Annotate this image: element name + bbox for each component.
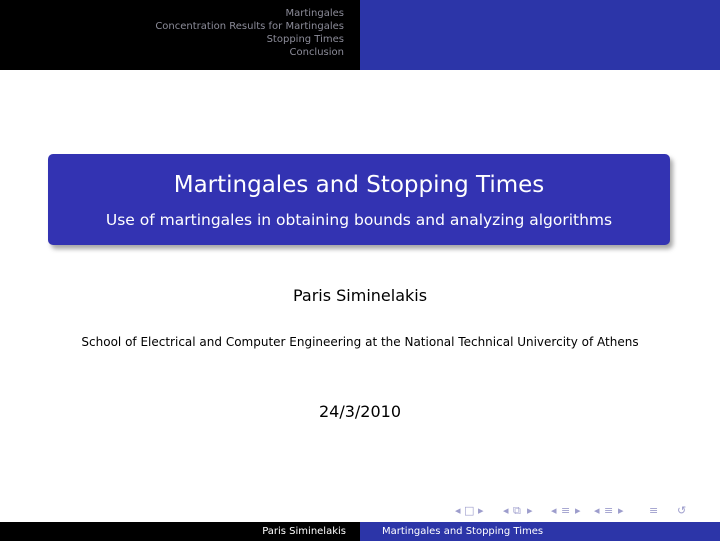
navigation-symbols <box>0 502 720 522</box>
section-link-stopping-times[interactable]: Stopping Times <box>266 34 344 45</box>
arrow-left-icon[interactable]: ◂ <box>594 504 600 517</box>
author-name: Paris Siminelakis <box>292 286 428 305</box>
section-link-martingales[interactable]: Martingales <box>285 8 344 19</box>
arrow-right-icon[interactable]: ▸ <box>478 504 484 517</box>
subsection-icon[interactable]: ⧉ <box>513 504 521 517</box>
footline-bar <box>0 522 720 541</box>
title-block <box>48 154 670 245</box>
footline-title: Martingales and Stopping Times <box>360 522 720 541</box>
section-icon[interactable]: ≡ <box>561 504 571 517</box>
arrow-right-icon[interactable]: ▸ <box>527 504 533 517</box>
section-link-conclusion[interactable]: Conclusion <box>289 47 344 58</box>
section-link-concentration-results[interactable]: Concentration Results for Martingales <box>155 21 344 32</box>
presentation-subtitle: Use of martingales in obtaining bounds and analyzing algorithms <box>105 211 613 229</box>
arrow-left-icon[interactable]: ◂ <box>503 504 509 517</box>
headline-bar <box>0 0 720 70</box>
frame-icon[interactable]: □ <box>464 504 475 517</box>
headline-blue-panel <box>360 0 720 70</box>
footline-author: Paris Siminelakis <box>0 522 360 541</box>
arrow-left-icon[interactable]: ◂ <box>455 504 461 517</box>
institute: School of Electrical and Computer Engineering at the National Technical Univercity of Athens <box>81 335 639 349</box>
align-icon[interactable]: ≡ <box>649 504 659 517</box>
arrow-right-icon[interactable]: ▸ <box>575 504 581 517</box>
section-navigation <box>0 0 360 70</box>
arrow-right-icon[interactable]: ▸ <box>618 504 624 517</box>
presentation-icon[interactable]: ≡ <box>604 504 614 517</box>
search-icon[interactable]: ↺ <box>677 504 687 517</box>
presentation-date: 24/3/2010 <box>318 402 402 421</box>
presentation-title: Martingales and Stopping Times <box>173 172 545 198</box>
arrow-left-icon[interactable]: ◂ <box>551 504 557 517</box>
